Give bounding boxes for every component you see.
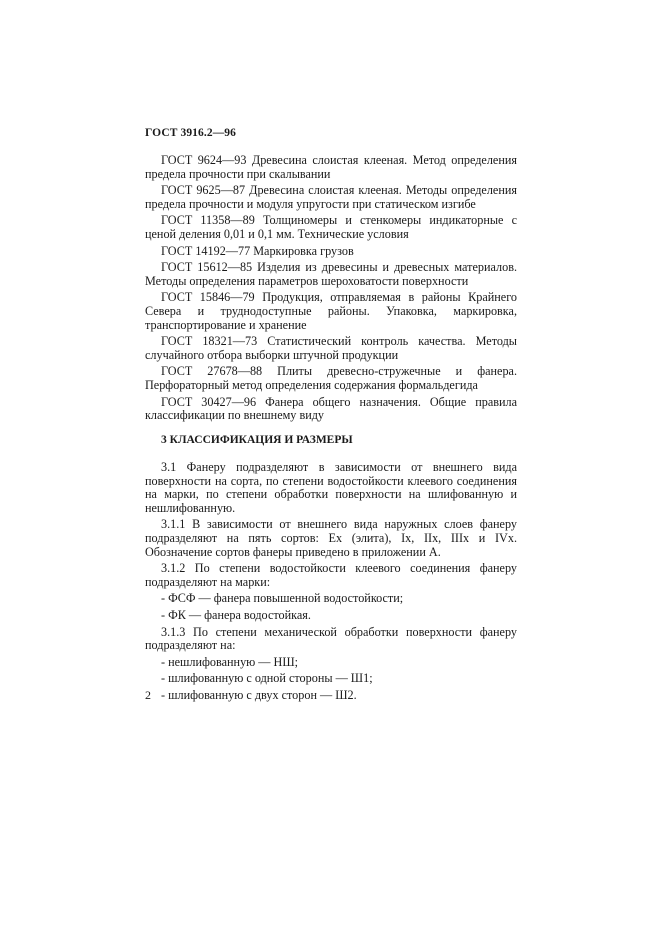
reference-item: ГОСТ 15846—79 Продукция, отправляемая в районы Крайнего Севера и труднодоступные районы. Упаковка, маркировка, транспортирование и хранение	[145, 290, 517, 332]
reference-item: ГОСТ 30427—96 Фанера общего назначения. Общие правила классификации по внешнему виду	[145, 394, 517, 423]
reference-item: ГОСТ 18321—73 Статистический контроль качества. Методы случайного отбора выборки штучной продукции	[145, 334, 517, 362]
marks-list-item: - ФСФ — фанера повышенной водостойкости;	[161, 591, 404, 606]
reference-item: ГОСТ 14192—77 Маркировка грузов	[161, 243, 354, 258]
reference-item: ГОСТ 11358—89 Толщиномеры и стенкомеры индикаторные с ценой деления 0,01 и 0,1 мм. Технические условия	[145, 213, 517, 241]
processing-list-item: - шлифованную с одной стороны — Ш1;	[161, 671, 373, 686]
paragraph-3-1: 3.1 Фанеру подразделяют в зависимости от внешнего вида поверхности на сорта, по степени водостойкости клеевого соединения на марки, по степени обработки поверхности на шлифованную и нешлифованную.	[145, 460, 517, 515]
processing-list-item: - шлифованную с двух сторон — Ш2.	[161, 687, 357, 702]
reference-item: ГОСТ 9625—87 Древесина слоистая клееная. Методы определения предела прочности и модуля упругости при статическом изгибе	[145, 183, 517, 211]
paragraph-3-1-3: 3.1.3 По степени механической обработки поверхности фанеру подразделяют на:	[145, 624, 517, 653]
page-number: 2	[145, 688, 151, 702]
paragraph-3-1-1: 3.1.1 В зависимости от внешнего вида наружных слоев фанеру подразделяют на пять сортов: Ех (элита), Iх, IIх, IIIх и IVх. Обозначение сортов фанеры приведено в приложении А.	[145, 517, 517, 559]
reference-item: ГОСТ 27678—88 Плиты древесно-стружечные и фанера. Перфораторный метод определения содержания формальдегида	[145, 364, 517, 392]
reference-item: ГОСТ 15612—85 Изделия из древесины и древесных материалов. Методы определения параметров шероховатости поверхности	[145, 260, 517, 288]
document-header: ГОСТ 3916.2—96	[145, 127, 236, 139]
section-heading: 3 КЛАССИФИКАЦИЯ И РАЗМЕРЫ	[161, 434, 353, 446]
reference-item: ГОСТ 9624—93 Древесина слоистая клееная. Метод определения предела прочности при скалывании	[145, 153, 517, 181]
paragraph-3-1-2: 3.1.2 По степени водостойкости клеевого соединения фанеру подразделяют на марки:	[145, 561, 517, 589]
processing-list-item: - нешлифованную — НШ;	[161, 654, 299, 669]
marks-list-item: - ФК — фанера водостойкая.	[161, 607, 311, 622]
normative-references	[145, 154, 517, 426]
section-body	[145, 461, 517, 706]
